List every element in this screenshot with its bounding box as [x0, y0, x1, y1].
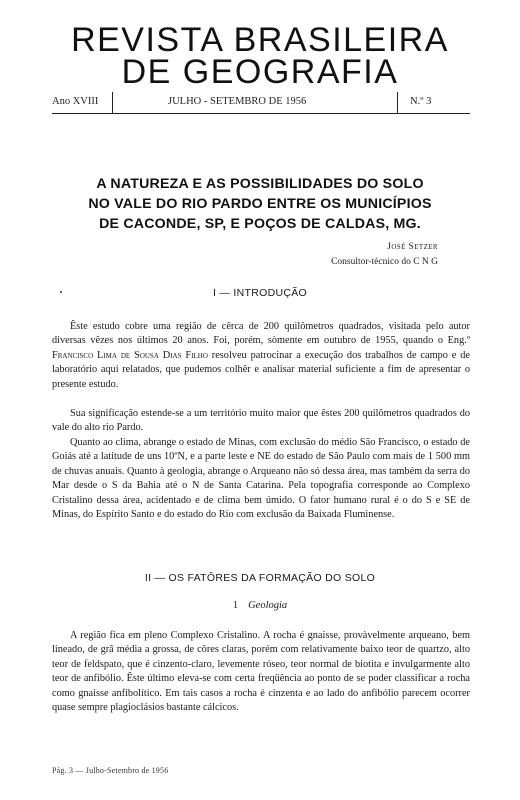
section-heading-introduction: I — INTRODUÇÃO — [212, 287, 308, 299]
issue-volume: Ano XVIII — [52, 96, 99, 107]
author-name: José Setzer — [387, 242, 438, 252]
intro-paragraph: Sua significação estende-se a um território muito maior que êstes 200 quilômetros quadrados do vale do alto rio Pardo. — [52, 408, 470, 434]
page-footer: Pág. 3 — Julho-Setembro de 1956 — [52, 766, 169, 775]
subsection-number: 1 — [232, 600, 239, 611]
article-title-line: NO VALE DO RIO PARDO ENTRE OS MUNICÍPIOS — [88, 196, 432, 212]
issue-rule — [52, 113, 470, 114]
geology-paragraph: A região fica em pleno Complexo Cristalino. A rocha é gnaisse, provàvelmente arqueano, bem lineado, de grã média a grossa, de côres claras, porém com relativamente baixo teor de quartzo, alto teor de feldspato, que é cinzento-claro, levemente róseo, teor normal de biotita e invulgarmente alto teor de anfibólio. Êste último eleva-se com certa freqüência ao ponto de se poder classificar a rocha como gnaisse anfibolítico. Em tais casos a rocha é cinzenta e ao lado do anfibólio parecem ocorrer quase sempre plagioclásios bastante cálcicos. — [52, 630, 470, 714]
issue-date: JULHO - SETEMBRO DE 1956 — [168, 96, 307, 107]
journal-title — [0, 21, 520, 91]
journal-title-line-2: DE GEOGRAFIA — [121, 53, 399, 91]
section-heading-soil-factors: II — OS FATÔRES DA FORMAÇÃO DO SOLO — [144, 572, 376, 584]
author-role: Consultor-técnico do C N G — [331, 257, 438, 267]
journal-title-line-1: REVISTA BRASILEIRA — [71, 21, 449, 59]
subsection-title: Geologia — [248, 600, 288, 611]
issue-divider — [397, 92, 398, 114]
author-block — [331, 240, 438, 270]
issue-divider — [112, 92, 113, 114]
issue-info-bar — [52, 92, 470, 112]
article-title — [36, 174, 484, 234]
issue-number: N.º 3 — [410, 96, 432, 107]
subsection-heading-geology — [0, 600, 520, 611]
intro-paragraph-text: Êste estudo cobre uma região de cêrca de 200 quilômetros quadrados, visitada pelo autor diversas vêzes nos últimos 20 anos. Foi, porém, sòmente em outubro de 1955, quando o Eng.º — [52, 321, 470, 347]
person-name: Francisco Lima de Sousa Dias Filho — [52, 349, 208, 361]
intro-paragraph-text: resolveu patrocinar a execução dos trabalhos de campo e de laboratório aqui relatados, que pudemos colhêr e analisar material suficiente a fim de apresentar o presente estudo. — [52, 349, 470, 390]
intro-paragraph — [52, 320, 470, 392]
article-title-line: DE CACONDE, SP, E POÇOS DE CALDAS, MG. — [99, 216, 421, 232]
article-title-line: A NATUREZA E AS POSSIBILIDADES DO SOLO — [96, 176, 424, 192]
intro-paragraph: Quanto ao clima, abrange o estado de Minas, com exclusão do médio São Francisco, o estado de Goiás até a latitude de uns 10ºN, e a parte leste e NE do estado de São Paulo com mais de 1 500 mm de chuvas anuais. Quanto à geologia, abrange o Arqueano não só dessa área, mas também da serra do Mar desde o S da Bahia até o N de Santa Catarina. Pela topografia corresponde ao Complexo Cristalino dessa área, acidentado e de clima bem úmido. O fator humano rural é o do S e SE de Minas, do Espírito Santo e do estado do Rio com exclusão da Baixada Fluminense. — [52, 437, 470, 521]
